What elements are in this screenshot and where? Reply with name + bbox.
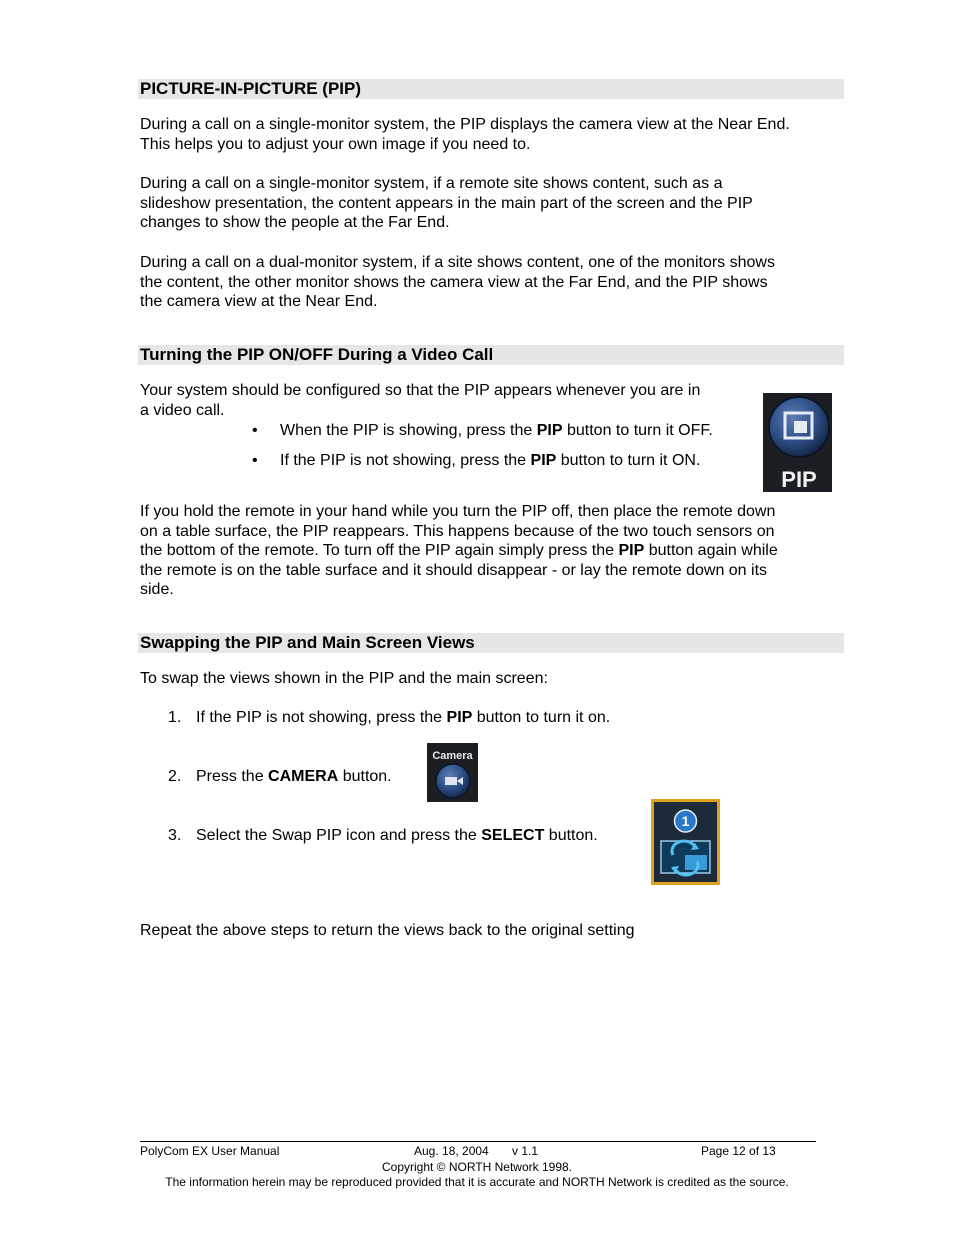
list-item: Select the Swap PIP icon and press the SELECT button. [196, 827, 598, 844]
pip-button-icon [763, 393, 832, 492]
swap-pip-icon [651, 799, 720, 885]
svg-text:Camera: Camera [432, 750, 473, 762]
paragraph: Your system should be configured so that the PIP appears whenever you are in a video call. [140, 382, 701, 419]
footer-divider [140, 1141, 816, 1142]
section-heading-toggle: Turning the PIP ON/OFF During a Video Call [140, 345, 494, 364]
footer-version: v 1.1 [512, 1144, 539, 1158]
bullet-icon: • [252, 452, 258, 469]
paragraph: Repeat the above steps to return the views back to the original setting [140, 922, 635, 939]
bullet-icon: • [252, 422, 258, 439]
footer-date: Aug. 18, 2004 [414, 1144, 489, 1158]
svg-text:PIP: PIP [781, 467, 817, 492]
section-heading-pip: PICTURE-IN-PICTURE (PIP) [140, 79, 361, 98]
paragraph: During a call on a single-monitor system, the PIP displays the camera view at the Near End. This helps you to adjust your own image if you need to. [140, 116, 790, 153]
list-item: Press the CAMERA button. [196, 768, 392, 785]
list-item: If the PIP is not showing, press the PIP button to turn it on. [196, 709, 611, 726]
pip-remote-button-image [763, 393, 832, 492]
paragraph: To swap the views shown in the PIP and the main screen: [140, 670, 548, 687]
step-number: 1. [168, 709, 182, 726]
footer-notice: The information herein may be reproduced provided that it is accurate and NORTH Network is credited as the source. [165, 1175, 789, 1189]
camera-button-image [427, 743, 478, 802]
swap-pip-icon-image [651, 799, 720, 885]
list-item: If the PIP is not showing, press the PIP button to turn it ON. [280, 452, 701, 469]
paragraph: During a call on a single-monitor system, if a remote site shows content, such as a slideshow presentation, the content appears in the main part of the screen and the PIP changes to show the people at the Far End. [140, 175, 753, 232]
step-number: 2. [168, 768, 182, 785]
paragraph: If you hold the remote in your hand while you turn the PIP off, then place the remote down on a table surface, the PIP reappears. This happens because of the two touch sensors on the bottom of the remote. To turn off the PIP again simply press the PIP button again while the remote is on the table surface and it should disappear - or lay the remote down on its side. [140, 503, 778, 599]
section-heading-swap: Swapping the PIP and Main Screen Views [140, 633, 475, 652]
svg-text:1: 1 [681, 813, 690, 829]
paragraph: During a call on a dual-monitor system, if a site shows content, one of the monitors shows the content, the other monitor shows the camera view at the Far End, and the PIP shows the camera view at the Near End. [140, 254, 775, 311]
step-number: 3. [168, 827, 182, 844]
footer-copyright: Copyright © NORTH Network 1998. [381, 1160, 573, 1174]
camera-button-icon [427, 743, 478, 802]
footer-title: PolyCom EX User Manual [140, 1144, 280, 1158]
list-item: When the PIP is showing, press the PIP button to turn it OFF. [280, 422, 713, 439]
footer-page-number: Page 12 of 13 [701, 1144, 776, 1158]
